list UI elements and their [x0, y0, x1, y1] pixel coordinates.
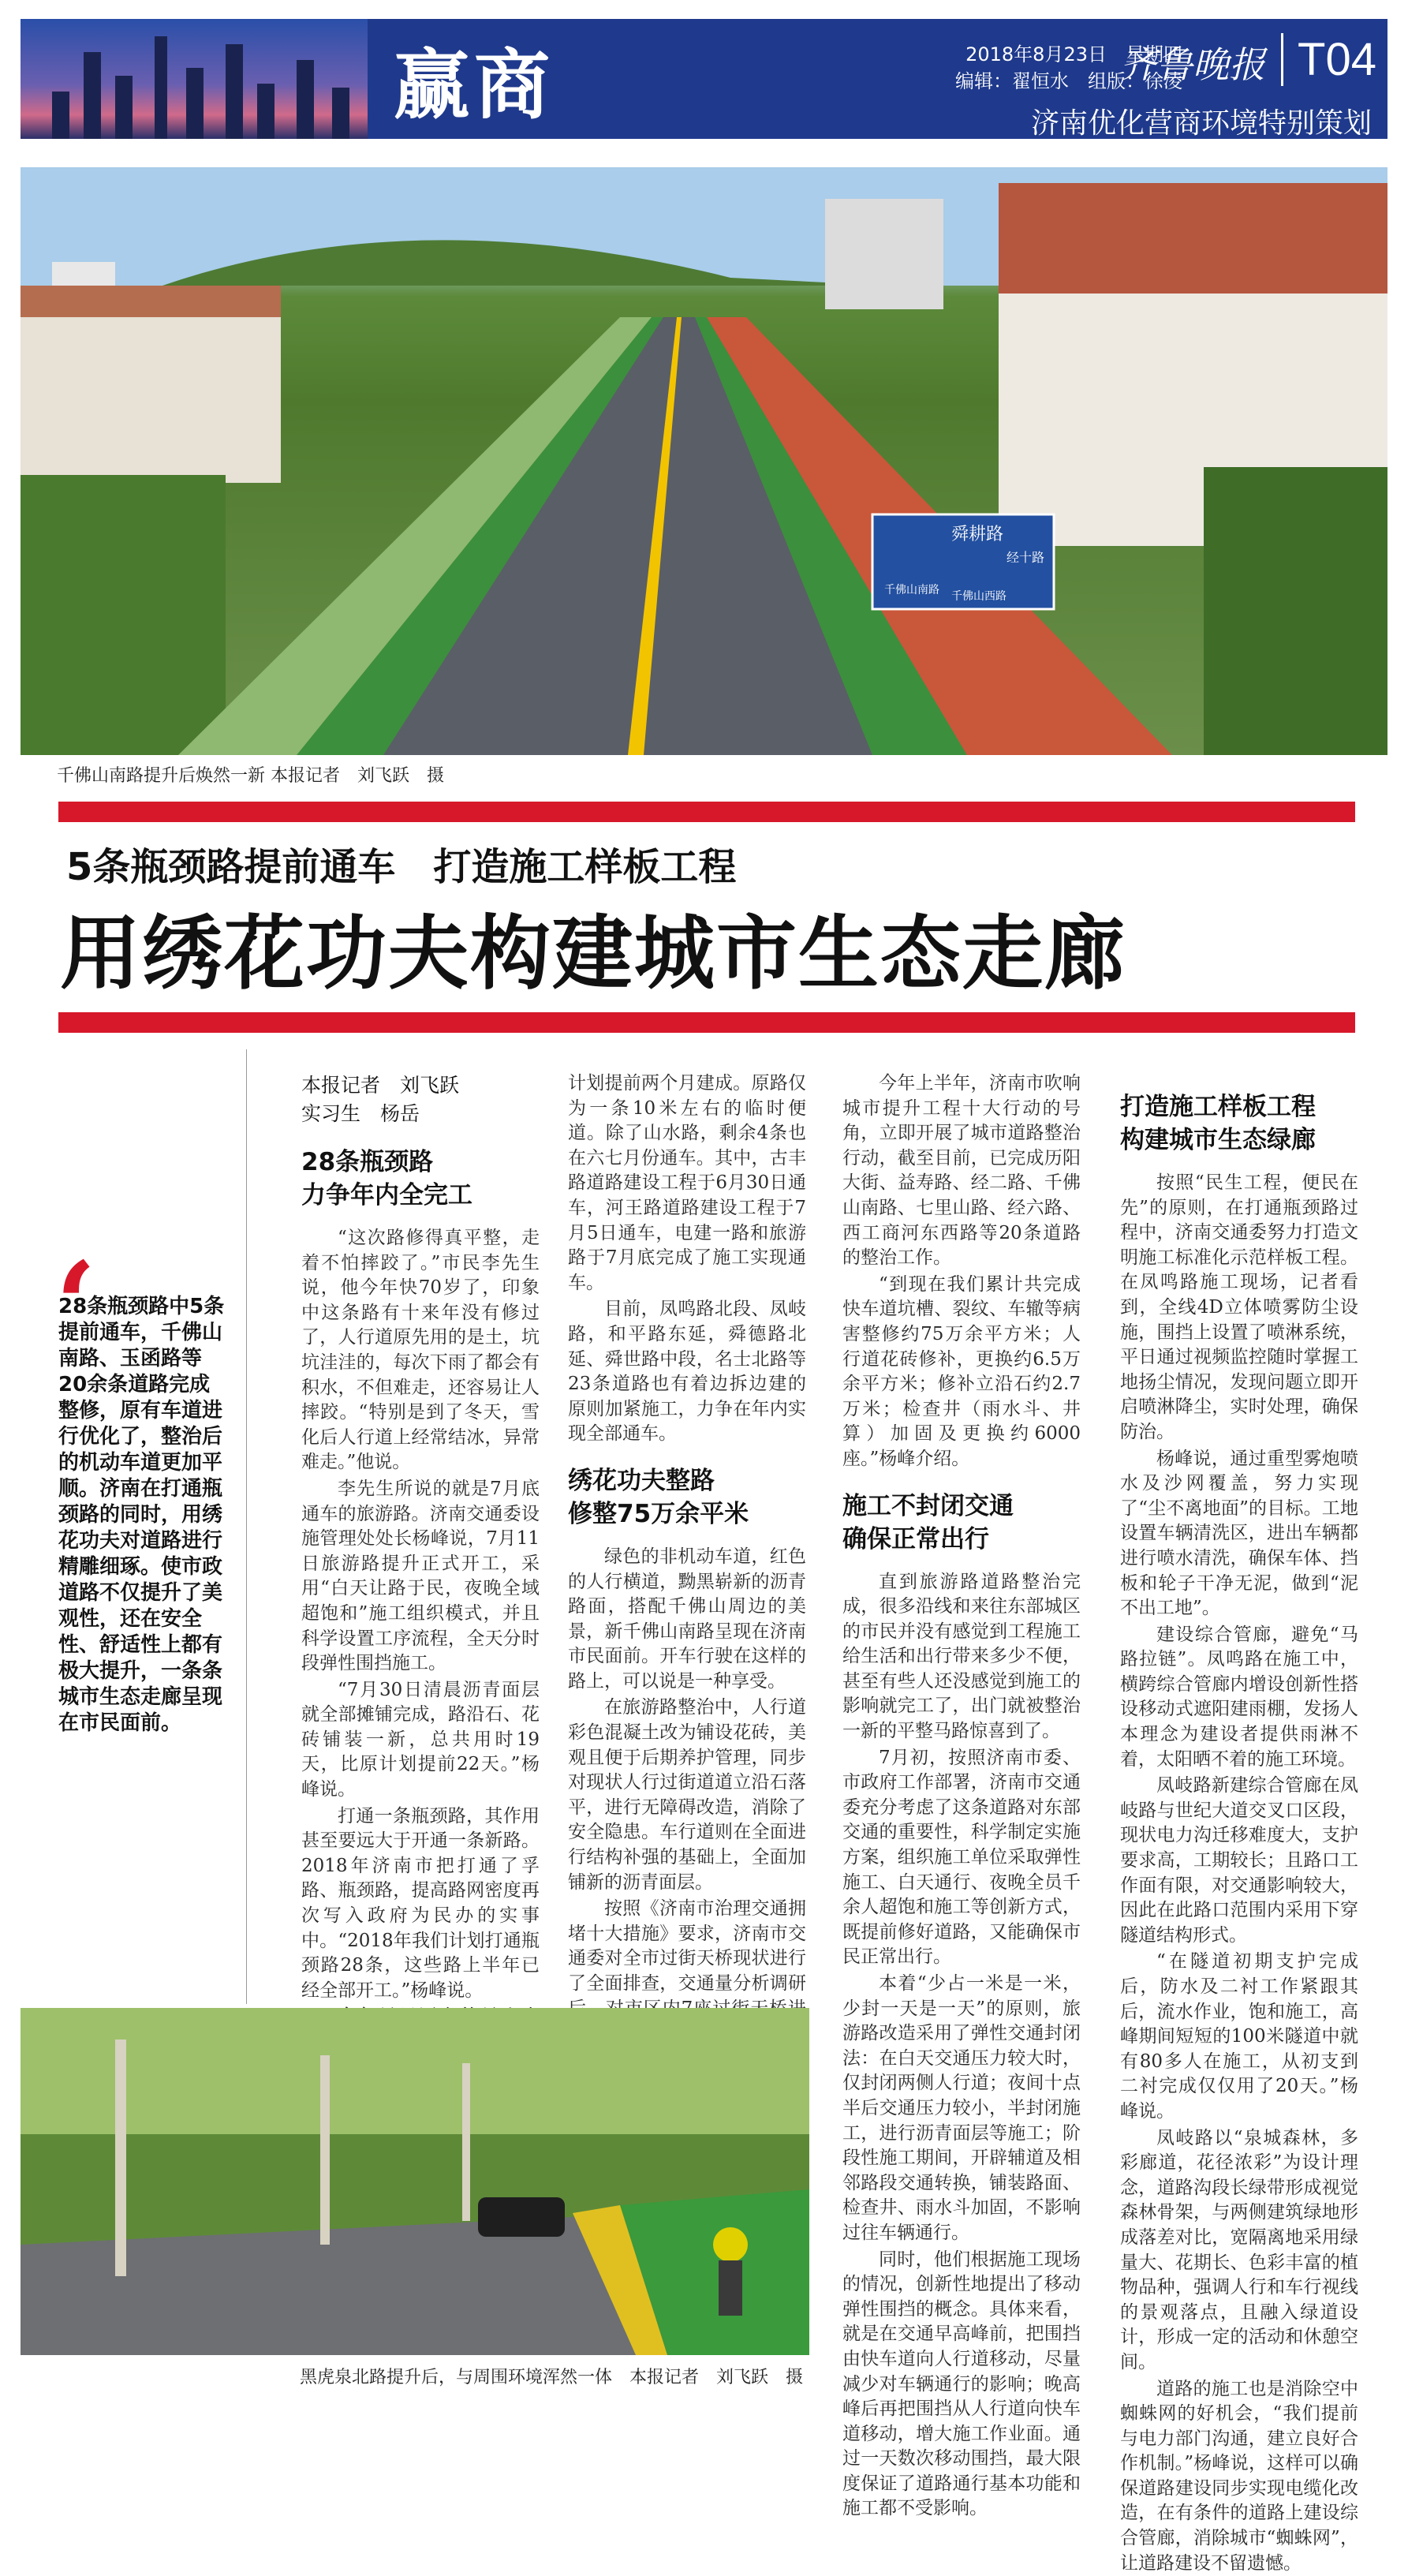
road-photo-bottom	[21, 2008, 809, 2355]
pullquote: 28条瓶颈路中5条提前通车，千佛山南路、玉函路等20余条道路完成整修，原有车道进行优化了，整治后的机动车道更加平顺。济南在打通瓶颈路的同时，用绣花功夫对道路进行精雕细琢。使市政道路不仅提升了美观性，还在安全性、舒适性上都有极大提升，一条条城市生态走廊呈现在市民面前。	[58, 1294, 230, 1737]
paragraph: 凤岐路新建综合管廊在凤岐路与世纪大道交叉口区段，现状电力沟迁移难度大，支护要求高，工期较长；且路口工作面有限，对交通影响较大，因此在此路口范围内采用下穿隧道结构形式。	[1120, 1774, 1358, 1948]
section-heading-1	[301, 1146, 540, 1212]
article-column-1	[301, 1071, 540, 1995]
section-heading-line: 力争年内全完工	[301, 1179, 540, 1212]
special-feature-title: 济南优化营商环境特别策划	[1031, 101, 1372, 141]
paragraph: 本着“少占一米是一米，少封一天是一天”的原则，旅游路改造采用了弹性交通封闭法：在白天交通压力较大时，仅封闭两侧人行道；夜间十点半后交通压力较小，半封闭施工，进行沥青面层等施工；阶段性施工期间，开辟辅道及相邻路段交通转换，铺装路面、检查井、雨水斗加固，不影响过往车辆通行。	[842, 1972, 1081, 2246]
paragraph: 凤岐路以“泉城森林，多彩廊道，花径浓彩”为设计理念，道路沟段长绿带形成视觉森林骨架，与两侧建筑绿地形成落差对比，宽隔离地采用绿量大、花期长、色彩丰富的植物品种，强调人行和车行视线的景观落点，且融入绿道设计，形成一定的活动和休憩空间。	[1120, 2126, 1358, 2376]
newspaper-logo: 齐鲁晚报	[1120, 36, 1265, 88]
road-sign-top-text: 舜耕路	[951, 525, 1003, 544]
section-heading-line: 确保正常出行	[842, 1523, 1081, 1556]
section-heading-line: 构建城市生态绿廊	[1120, 1123, 1358, 1157]
paragraph: 杨峰说，通过重型雾炮喷水及沙网覆盖，努力实现了“尘不离地面”的目标。工地设置车辆清洗区，进出车辆都进行喷水清洗，确保车体、挡板和轮子干净无泥，做到“泥不出工地”。	[1120, 1447, 1358, 1621]
city-skyline-image	[21, 19, 368, 139]
section-heading-line: 施工不封闭交通	[842, 1490, 1081, 1523]
bottom-red-bar	[58, 1012, 1355, 1033]
tree-lined-road-illustration	[21, 2008, 809, 2355]
paragraph: 李先生所说的就是7月底通车的旅游路。济南交通委设施管理处处长杨峰说，7月11日旅游路提升正式开工，采用“白天让路于民，夜晚全域超饱和”施工组织模式，并且科学设置工序流程，全天分时段弹性围挡施工。	[301, 1477, 540, 1677]
quote-mark-icon: ‘	[55, 1247, 96, 1365]
article-column-3	[842, 1071, 1081, 2389]
section-heading-2	[568, 1464, 806, 1531]
paragraph: 目前，凤鸣路北段、凤岐路，和平路东延，舜德路北延、舜世路中段，名士北路等23条道路也有着边拆边建的原则加紧施工，力争在年内实现全部通车。	[568, 1297, 806, 1447]
section-heading-4	[1120, 1090, 1358, 1157]
page-number: T04	[1281, 33, 1376, 86]
paragraph: 打通一条瓶颈路，其作用甚至要远大于开通一条新路。2018年济南市把打通了孚路、瓶颈路，提高路网密度再次写入政府为民办的实事中。“2018年我们计划打通瓶颈路28条，这些路上半年已经全部开工。”杨峰说。	[301, 1804, 540, 2004]
road-sign-right-text: 经十路	[1007, 550, 1044, 565]
article-column-2	[568, 1071, 806, 1995]
section-title: 赢商	[368, 19, 581, 139]
subheadline: 5条瓶颈路提前通车 打造施工样板工程	[66, 836, 736, 891]
road-photo-top	[21, 167, 1387, 755]
headline: 用绣花功夫构建城市生态走廊	[60, 890, 1126, 1005]
page-header	[21, 19, 1387, 139]
section-heading-3	[842, 1490, 1081, 1556]
byline-reporter: 本报记者 刘飞跃	[301, 1071, 540, 1100]
paragraph: “7月30日清晨沥青面层就全部摊铺完成，路沿石、花砖铺装一新，总共用时19天，比原计划提前22天。”杨峰说。	[301, 1678, 540, 1803]
byline-intern: 实习生 杨岳	[301, 1100, 540, 1128]
paragraph: 在旅游路整治中，人行道彩色混凝土改为铺设花砖，美观且便于后期养护管理，同步对现状人行过街道道立沿石落平，进行无障碍改造，消除了安全隐患。车行道则在全面进行结构补强的基础上，全面加铺新的沥青面层。	[568, 1696, 806, 1895]
column-divider	[246, 1049, 247, 2004]
paragraph: 按照“民生工程，便民在先”的原则，在打通瓶颈路过程中，济南交通委努力打造文明施工标准化示范样板工程。在凤鸣路施工现场，记者看到，全线4D立体喷雾防尘设施，围挡上设置了喷淋系统，平日通过视频监控随时掌握工地扬尘情况，发现问题立即开启喷淋降尘，实时处理，确保防治。	[1120, 1171, 1358, 1445]
paragraph: 按照《济南市治理交通拥堵十大措施》要求，济南市交通委对全市过街天桥现状进行了全面排查，交通量分析调研	[568, 1897, 806, 2071]
road-sign-left-text: 千佛山南路	[884, 583, 939, 596]
photo-top-caption: 千佛山南路提升后焕然一新 本报记者 刘飞跃 摄	[57, 762, 444, 787]
section-heading-line: 修整75万余平米	[568, 1497, 806, 1531]
paragraph: 同时，他们根据施工现场的情况，创新性地提出了移动弹性围挡的概念。具体来看，就是在交通早高峰前，把围挡由快车道向人行道移动，尽量减少对车辆通行的影响；晚高峰后再把围挡从人行道向快车道移动，增大施工作业面。通过一天数次移动围挡，最大限度保证了道路通行基本功能和施工都不受影响。	[842, 2248, 1081, 2522]
paragraph: “这次路修得真平整，走着不怕摔跤了。”市民李先生说，他今年快70岁了，印象中这条路有十来年没有修过了，人行道原先用的是土，坑坑洼洼的，每次下雨了都会有积水，不但难走，还容易让人摔跤。“特别是到了冬天，雪化后人行道上经常结冰，异常难走。”他说。	[301, 1226, 540, 1475]
paragraph: 绿色的非机动车道，红色的人行横道，黝黑崭新的沥青路面，搭配千佛山周边的美景，新千佛山南路呈现在济南市民面前。开车行驶在这样的路上，可以说是一种享受。	[568, 1545, 806, 1695]
editor-line: 编辑：翟恒水 组版：徐凌	[955, 68, 1182, 95]
section-heading-line: 28条瓶颈路	[301, 1146, 540, 1179]
date-line: 2018年8月23日 星期四	[955, 41, 1182, 68]
paragraph: 今年上半年，济南市吹响城市提升工程十大行动的号角，立即开展了城市道路整治行动，截至目前，已完成历阳大街、益寿路、经二路、千佛山南路、七里山路、经六路、西工商河东西路等20条道路的整治工作。	[842, 1071, 1081, 1271]
paragraph: “到现在我们累计共完成快车道坑槽、裂纹、车辙等病害整修约75万余平方米；人行道花砖修补，更换约6.5万余平方米；修补立沿石约2.7万米；检查井（雨水斗、井算）加固及更换约6000座。”杨峰介绍。	[842, 1273, 1081, 1472]
road-sign-bottom-text: 千佛山西路	[951, 590, 1007, 603]
paragraph: 建设综合管廊，避免“马路拉链”。凤鸣路在施工中，横跨综合管廊内增设创新性搭设移动式遮阳建雨棚，发扬人本理念为建设者提供雨淋不着，太阳晒不着的施工环境。	[1120, 1623, 1358, 1773]
paragraph: 7月初，按照济南市委、市政府工作部署，济南市交通委充分考虑了这条道路对东部交通的重要性，科学制定实施方案，组织施工单位采取弹性施工、白天通行、夜晚全员千余人超饱和施工等创新方式，既提前修好道路，又能确保市民正常出行。	[842, 1746, 1081, 1970]
byline	[301, 1071, 540, 1128]
paragraph: 道路的施工也是消除空中蜘蛛网的好机会，“我们提前与电力部门沟通，建立良好合作机制。”杨峰说，这样可以确保道路建设同步实现电缆化改造，在有条件的道路上建设综合管廊，消除城市“蜘蛛网”，让道路建设不留遗憾。	[1120, 2377, 1358, 2576]
paragraph: “在隧道初期支护完成后，防水及二衬工作紧跟其后，流水作业，饱和施工，高峰期间短短的100米隧道中就有80多人在施工，从初支到二衬完成仅仅用了20天。”杨峰说。	[1120, 1950, 1358, 2124]
paragraph: 直到旅游路道路整治完成，很多沿线和来往东部城区的市民并没有感觉到工程施工给生活和出行带来多少不便，甚至有些人还没感觉到施工的影响就完工了，出门就被整治一新的平整马路惊喜到了。	[842, 1570, 1081, 1744]
section-heading-line: 打造施工样板工程	[1120, 1090, 1358, 1123]
road-scene-illustration	[21, 167, 1387, 755]
paragraph: 计划提前两个月建成。原路仅为一条10米左右的临时便道。除了山水路，剩余4条也在六七月份通车。其中，古丰路道路建设工程于6月30日通车，河王路道路建设工程于7月5日通车，电建一路和旅游路于7月底完成了施工实现通车。	[568, 1071, 806, 1295]
photo-bottom-caption: 黑虎泉北路提升后，与周围环境浑然一体 本报记者 刘飞跃 摄	[300, 2364, 803, 2388]
section-heading-line: 绣花功夫整路	[568, 1464, 806, 1497]
top-red-bar	[58, 802, 1355, 822]
article-column-4	[1120, 1090, 1358, 2392]
